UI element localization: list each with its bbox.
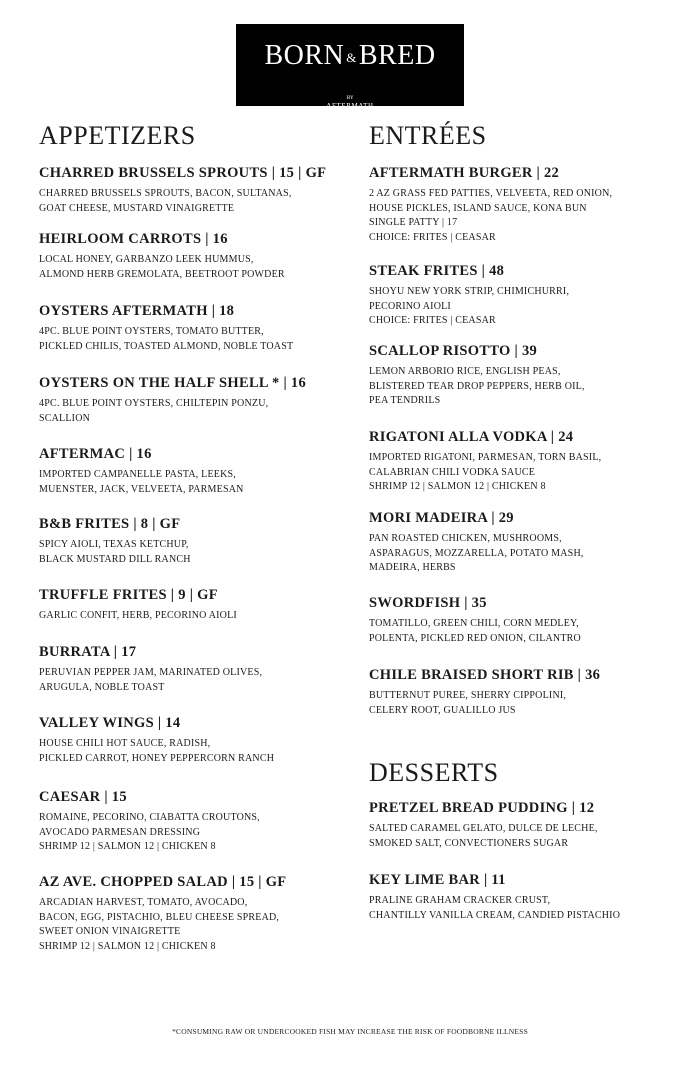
menu-item-description-line: GOAT CHEESE, MUSTARD VINAIGRETTE bbox=[39, 202, 235, 214]
brand-name-left: BORN bbox=[264, 40, 345, 71]
menu-item-description-line: ASPARAGUS, MOZZARELLA, POTATO MASH, bbox=[369, 547, 584, 559]
menu-item-name: BURRATA | 17 bbox=[39, 644, 137, 660]
menu-item-description bbox=[39, 609, 237, 624]
menu-item-description-line: CHOICE: FRITES | CEASAR bbox=[369, 315, 496, 327]
menu-item-description bbox=[39, 737, 274, 766]
menu-item-description bbox=[369, 689, 600, 718]
menu-item-description-line: LEMON ARBORIO RICE, ENGLISH PEAS, bbox=[369, 366, 561, 377]
menu-item-description bbox=[39, 896, 286, 954]
appetizers-item bbox=[39, 515, 191, 567]
menu-item-name: HEIRLOOM CARROTS | 16 bbox=[39, 231, 228, 247]
menu-item-description-line: MUENSTER, JACK, VELVEETA, PARMESAN bbox=[39, 483, 244, 495]
menu-item-description-line: 4PC. BLUE POINT OYSTERS, TOMATO BUTTER, bbox=[39, 326, 264, 337]
menu-item-description bbox=[369, 822, 598, 851]
appetizers-item bbox=[39, 873, 286, 954]
menu-item-name: AZ AVE. CHOPPED SALAD | 15 | GF bbox=[39, 874, 287, 890]
menu-item-description bbox=[39, 397, 306, 426]
menu-item-description-line: ARUGULA, NOBLE TOAST bbox=[39, 681, 165, 693]
menu-item-description-line: PEA TENDRILS bbox=[369, 395, 441, 407]
menu-item-description-line: MADEIRA, HERBS bbox=[369, 562, 456, 574]
brand-logo bbox=[236, 24, 464, 110]
menu-item-description-line: HOUSE CHILI HOT SAUCE, RADISH, bbox=[39, 738, 211, 749]
menu-item-description bbox=[39, 811, 260, 855]
menu-item-description-line: CALABRIAN CHILI VODKA SAUCE bbox=[369, 466, 536, 478]
menu-item-name: CHILE BRAISED SHORT RIB | 36 bbox=[369, 667, 601, 683]
menu-item-name: B&B FRITES | 8 | GF bbox=[39, 516, 181, 532]
appetizers-item bbox=[39, 586, 237, 624]
menu-item-name: STEAK FRITES | 48 bbox=[369, 263, 505, 279]
appetizers-item bbox=[39, 643, 262, 695]
menu-item-description-line: PICKLED CHILIS, TOASTED ALMOND, NOBLE TOAST bbox=[39, 340, 294, 352]
menu-item-description-line: PAN ROASTED CHICKEN, MUSHROOMS, bbox=[369, 533, 562, 544]
menu-item-description-line: SPICY AIOLI, TEXAS KETCHUP, bbox=[39, 539, 189, 550]
brand-subtitle: AFTERMATH bbox=[326, 102, 374, 110]
menu-item-description bbox=[369, 894, 620, 923]
menu-item-description bbox=[369, 285, 569, 329]
menu-item-description-line: SINGLE PATTY | 17 bbox=[369, 217, 458, 229]
menu-item-description-line: CHANTILLY VANILLA CREAM, CANDIED PISTACHIO bbox=[369, 909, 621, 921]
menu-item-description-line: BUTTERNUT PUREE, SHERRY CIPPOLINI, bbox=[369, 690, 567, 701]
menu-item-name: OYSTERS AFTERMATH | 18 bbox=[39, 303, 235, 319]
menu-item-description-line: CHOICE: FRITES | CEASAR bbox=[369, 231, 496, 243]
menu-item-name: SWORDFISH | 35 bbox=[369, 595, 487, 611]
menu-item-description bbox=[39, 468, 244, 497]
menu-item-description-line: PRALINE GRAHAM CRACKER CRUST, bbox=[369, 895, 551, 906]
entrees-item bbox=[369, 666, 600, 718]
menu-item-description-line: SHRIMP 12 | SALMON 12 | CHICKEN 8 bbox=[39, 841, 216, 853]
menu-item-description-line: IMPORTED CAMPANELLE PASTA, LEEKS, bbox=[39, 469, 236, 480]
menu-item-name: SCALLOP RISOTTO | 39 bbox=[369, 343, 538, 359]
appetizers-item bbox=[39, 302, 293, 354]
entrees-item bbox=[369, 342, 585, 409]
menu-item-description bbox=[369, 532, 584, 576]
menu-item-description-line: SHRIMP 12 | SALMON 12 | CHICKEN 8 bbox=[39, 940, 216, 952]
menu-item-description-line: ALMOND HERB GREMOLATA, BEETROOT POWDER bbox=[39, 268, 285, 280]
menu-item-description-line: 4PC. BLUE POINT OYSTERS, CHILTEPIN PONZU, bbox=[39, 398, 269, 409]
desserts-title: DESSERTS bbox=[369, 758, 499, 787]
menu-item-description bbox=[369, 187, 612, 245]
appetizers-item bbox=[39, 230, 285, 282]
menu-item-name: CHARRED BRUSSELS SPROUTS | 15 | GF bbox=[39, 165, 327, 181]
menu-item-description bbox=[39, 538, 191, 567]
menu-item-description bbox=[369, 365, 585, 409]
menu-item-description-line: HOUSE PICKLES, ISLAND SAUCE, KONA BUN bbox=[369, 202, 587, 214]
menu-item-name: AFTERMAC | 16 bbox=[39, 446, 152, 462]
menu-item-description-line: ROMAINE, PECORINO, CIABATTA CROUTONS, bbox=[39, 812, 260, 823]
menu-item-description-line: IMPORTED RIGATONI, PARMESAN, TORN BASIL, bbox=[369, 452, 602, 463]
menu-item-description-line: TOMATILLO, GREEN CHILI, CORN MEDLEY, bbox=[369, 618, 579, 629]
menu-item-description-line: BLACK MUSTARD DILL RANCH bbox=[39, 553, 191, 565]
brand-name bbox=[236, 42, 464, 70]
entrees-title: ENTRÉES bbox=[369, 121, 487, 150]
menu-item-name: KEY LIME BAR | 11 bbox=[369, 872, 506, 888]
appetizers-item bbox=[39, 788, 260, 855]
menu-item-description-line: SMOKED SALT, CONVECTIONERS SUGAR bbox=[369, 837, 569, 849]
menu-item-description bbox=[39, 325, 293, 354]
desserts-item bbox=[369, 799, 598, 851]
menu-item-description-line: SHOYU NEW YORK STRIP, CHIMICHURRI, bbox=[369, 286, 570, 297]
raw-fish-disclaimer: *CONSUMING RAW OR UNDERCOOKED FISH MAY INCREASE THE RISK OF FOODBORNE ILLNESS bbox=[172, 1027, 528, 1036]
menu-item-description-line: CHARRED BRUSSELS SPROUTS, BACON, SULTANAS, bbox=[39, 188, 292, 199]
menu-item-description-line: BLISTERED TEAR DROP PEPPERS, HERB OIL, bbox=[369, 380, 585, 392]
menu-item-description-line: PECORINO AIOLI bbox=[369, 300, 451, 312]
entrees-item bbox=[369, 509, 584, 576]
menu-item-description-line: ARCADIAN HARVEST, TOMATO, AVOCADO, bbox=[39, 897, 248, 908]
desserts-item bbox=[369, 871, 620, 923]
menu-item-name: MORI MADEIRA | 29 bbox=[369, 510, 514, 526]
menu-item-name: PRETZEL BREAD PUDDING | 12 bbox=[369, 800, 595, 816]
menu-item-name: CAESAR | 15 bbox=[39, 789, 127, 805]
appetizers-item bbox=[39, 164, 326, 216]
menu-item-description-line: LOCAL HONEY, GARBANZO LEEK HUMMUS, bbox=[39, 254, 254, 265]
menu-item-name: AFTERMATH BURGER | 22 bbox=[369, 165, 560, 181]
menu-item-name: RIGATONI ALLA VODKA | 24 bbox=[369, 429, 574, 445]
menu-item-description-line: POLENTA, PICKLED RED ONION, CILANTRO bbox=[369, 632, 581, 644]
appetizers-item bbox=[39, 445, 244, 497]
menu-item-description-line: SALTED CARAMEL GELATO, DULCE DE LECHE, bbox=[369, 823, 598, 834]
menu-item-description-line: GARLIC CONFIT, HERB, PECORINO AIOLI bbox=[39, 610, 237, 621]
brand-name-right: BRED bbox=[358, 40, 436, 71]
menu-item-description-line: CELERY ROOT, GUALILLO JUS bbox=[369, 704, 516, 716]
menu-item-description-line: BACON, EGG, PISTACHIO, BLEU CHEESE SPREAD, bbox=[39, 911, 280, 923]
appetizers-item bbox=[39, 714, 274, 766]
menu-item-description bbox=[369, 451, 601, 495]
menu-item-description-line: SHRIMP 12 | SALMON 12 | CHICKEN 8 bbox=[369, 481, 546, 493]
appetizers-item bbox=[39, 374, 306, 426]
brand-by: BY bbox=[346, 95, 354, 101]
entrees-item bbox=[369, 164, 612, 245]
entrees-item bbox=[369, 428, 601, 495]
menu-item-description bbox=[39, 253, 285, 282]
entrees-item bbox=[369, 594, 581, 646]
menu-item-description-line: PERUVIAN PEPPER JAM, MARINATED OLIVES, bbox=[39, 667, 263, 678]
menu-item-name: OYSTERS ON THE HALF SHELL * | 16 bbox=[39, 375, 307, 391]
entrees-item bbox=[369, 262, 569, 329]
brand-ampersand: & bbox=[346, 50, 357, 66]
menu-item-description-line: 2 AZ GRASS FED PATTIES, VELVEETA, RED ONION, bbox=[369, 188, 613, 199]
menu-item-description bbox=[369, 617, 581, 646]
menu-item-description bbox=[39, 187, 326, 216]
menu-item-description-line: SCALLION bbox=[39, 412, 91, 424]
menu-item-name: VALLEY WINGS | 14 bbox=[39, 715, 181, 731]
appetizers-title: APPETIZERS bbox=[39, 121, 196, 150]
menu-item-name: TRUFFLE FRITES | 9 | GF bbox=[39, 587, 218, 603]
menu-item-description bbox=[39, 666, 262, 695]
menu-item-description-line: PICKLED CARROT, HONEY PEPPERCORN RANCH bbox=[39, 752, 275, 764]
menu-item-description-line: SWEET ONION VINAIGRETTE bbox=[39, 926, 181, 938]
menu-item-description-line: AVOCADO PARMESAN DRESSING bbox=[39, 826, 201, 838]
